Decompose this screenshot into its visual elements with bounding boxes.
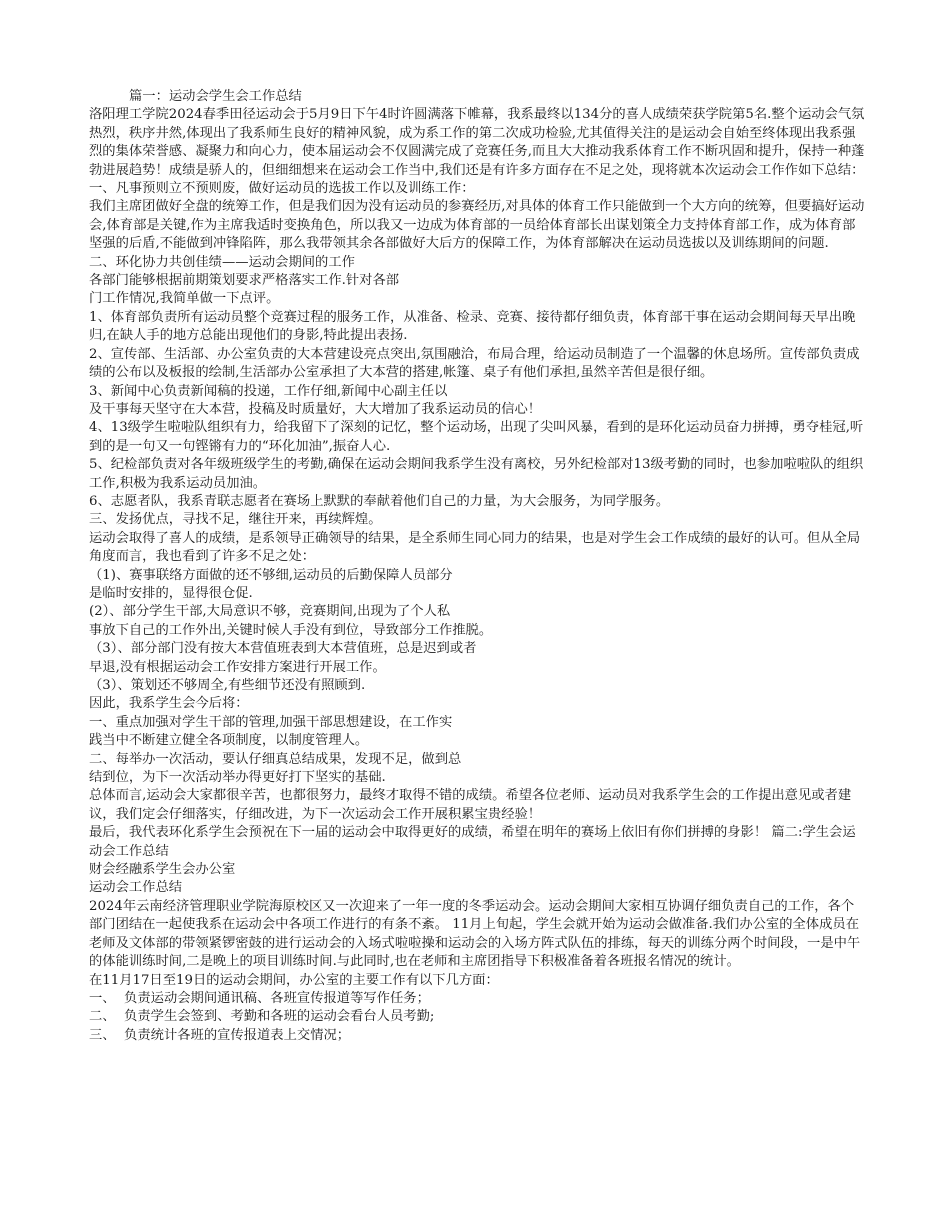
paragraph-line: 事放下自己的工作外出,关键时候人手没有到位，导致部分工作推脱。 bbox=[89, 622, 493, 638]
paragraph-line: 在11月17日至19日的运动会期间，办公室的主要工作有以下几方面： bbox=[89, 972, 499, 988]
paragraph-line: 3、新闻中心负责新闻稿的投递，工作仔细,新闻中心副主任以 bbox=[89, 383, 448, 399]
paragraph-line: (2）、部分学生干部,大局意识不够，竞赛期间,出现为了个人私 bbox=[89, 604, 451, 620]
paragraph-line: 二、环化协力共创佳绩——运动会期间的工作 bbox=[89, 254, 355, 270]
paragraph-line: 4、13级学生啦啦队组织有力，给我留下了深刻的记忆，整个运动场，出现了尖叫风暴，看到的是环化运动员奋力拼搏，勇夺桂冠,听到的是一句又一句铿锵有力的“环化加油”,振奋人心. bbox=[89, 420, 864, 454]
paragraph-line: 二、每举办一次活动，要认仔细真总结成果，发现不足，做到总 bbox=[89, 751, 462, 767]
paragraph-line: 5、纪检部负责对各年级班级学生的考勤,确保在运动会期间我系学生没有离校，另外纪检部对13级考勤的同时，也参加啦啦队的组织工作,积极为我系运动员加油。 bbox=[89, 457, 864, 491]
paragraph-line: 早退,没有根据运动会工作安排方案进行开展工作。 bbox=[89, 659, 386, 675]
paragraph-line: 因此，我系学生会今后将： bbox=[89, 696, 249, 712]
paragraph-line: （3）、策划还不够周全,有些细节还没有照顾到. bbox=[89, 678, 366, 693]
paragraph-line: （1)、赛事联络方面做的还不够细,运动员的后勤保障人员部分 bbox=[89, 567, 453, 583]
paragraph-line: 三、 负责统计各班的宣传报道表上交情况； bbox=[89, 1027, 351, 1043]
paragraph-line: 2024年云南经济管理职业学院海原校区又一次迎来了一年一度的冬季运动会。运动会期间大家相互协调仔细负责自己的工作，各个部门团结在一起使我系在运动会中各项工作进行的有条不紊。 11月上旬起，学生会就开始为运动会做准备.我们办公室的全体成员在老师及文体部的带领紧锣密鼓的进行运动会的入场式啦啦操和运动会的入场方阵式队伍的排练，每天的训练分两个时间段，一是中午的体能训练时间,二是晚上的项目训练时间.与此同时,也在老师和主席团指导下积极准备着各班报名情况的统计。 bbox=[89, 898, 861, 970]
paragraph-line: 运动会取得了喜人的成绩，是系领导正确领导的结果，是全系师生同心同力的结果，也是对学生会工作成绩的最好的认可。但从全局角度而言，我也看到了许多不足之处： bbox=[89, 530, 861, 565]
paragraph-line: 是临时安排的，显得很仓促. bbox=[89, 585, 253, 601]
document-body bbox=[89, 88, 865, 1045]
paragraph-line: 财会经融系学生会办公室 bbox=[89, 862, 236, 878]
paragraph-line: 三、发扬优点，寻找不足，继往开来，再续辉煌。 bbox=[89, 512, 382, 528]
paragraph-line: 6、志愿者队，我系青联志愿者在赛场上默默的奉献着他们自己的力量，为大会服务，为同学服务。 bbox=[89, 493, 670, 509]
paragraph-line: 践当中不断建立健全各项制度，以制度管理人。 bbox=[89, 733, 369, 749]
document-heading: 篇一：运动会学生会工作总结 bbox=[129, 89, 302, 104]
paragraph-line: 最后，我代表环化系学生会预祝在下一届的运动会中取得更好的成绩，希望在明年的赛场上依旧有你们拼搏的身影！ 篇二:学生会运动会工作总结 bbox=[89, 825, 856, 859]
paragraph-line: 各部门能够根据前期策划要求严格落实工作.针对各部 bbox=[89, 273, 400, 289]
paragraph-line: 结到位，为下一次活动举办得更好打下坚实的基础. bbox=[89, 770, 386, 786]
paragraph-line: 一、 负责运动会期间通讯稿、各班宣传报道等写作任务； bbox=[89, 990, 430, 1006]
paragraph-line: 及干事每天坚守在大本营，投稿及时质量好，大大增加了我系运动员的信心！ bbox=[89, 401, 542, 417]
paragraph-line: 一、凡事预则立不预则废，做好运动员的选拔工作以及训练工作： bbox=[89, 181, 475, 197]
paragraph-line: 总体而言,运动会大家都很辛苦，也都很努力，最终才取得不错的成绩。希望各位老师、运动员对我系学生会的工作提出意见或者建议，我们定会仔细落实，仔细改进，为下一次运动会工作开展积累宝贵经验！ bbox=[89, 788, 852, 822]
paragraph-line: （3）、部分部门没有按大本营值班表到大本营值班，总是迟到或者 bbox=[89, 641, 477, 657]
paragraph-line: 洛阳理工学院2024春季田径运动会于5月9日下午4时许圆满落下帷幕，我系最终以134分的喜人成绩荣获学院第5名.整个运动会气氛热烈，秩序井然,体现出了我系师生良好的精神风貌，成为系工作的第二次成功检验,尤其值得关注的是运动会自始至终体现出我系强烈的集体荣誉感、凝聚力和向心力，使本届运动会不仅圆满完成了竞赛任务,而且大大推动我系体育工作不断巩固和提升，保持一种蓬勃进展趋势！成绩是骄人的，但细细想来在运动会工作当中,我们还是有许多方面存在不足之处，现将就本次运动会工作作如下总结： bbox=[89, 107, 865, 178]
paragraph-line: 二、 负责学生会签到、考勤和各班的运动会看台人员考勤; bbox=[89, 1009, 435, 1025]
paragraph-line: 1、体育部负责所有运动员整个竞赛过程的服务工作，从准备、检录、竞赛、接待都仔细负责，体育部干事在运动会期间每天早出晚归,在缺人手的地方总能出现他们的身影,特此提出表扬. bbox=[89, 309, 856, 344]
paragraph-line: 运动会工作总结 bbox=[89, 880, 183, 896]
paragraph-line: 我们主席团做好全盘的统筹工作，但是我们因为没有运动员的参赛经历,对具体的体育工作只能做到一个大方向的统筹，但要搞好运动会,体育部是关键,作为主席我适时变换角色，所以我又一边成为体育部的一员给体育部长出谋划策全力支持体育部工作，成为体育部坚强的后盾,不能做到冲锋陷阵，那么我带领其余各部做好大后方的保障工作，为体育部解决在运动员选拔以及训练期间的问题. bbox=[89, 199, 865, 252]
paragraph-line: 一、重点加强对学生干部的管理,加强干部思想建设，在工作实 bbox=[89, 714, 453, 730]
paragraph-line: 门工作情况,我简单做一下点评。 bbox=[89, 291, 280, 307]
paragraph-line: 2、宣传部、生活部、办公室负责的大本营建设亮点突出,氛围融洽，布局合理，给运动员制造了一个温馨的休息场所。宣传部负责成绩的公布以及板报的绘制,生活部办公室承担了大本营的搭建,帐篷、桌子有他们承担,虽然辛苦但是很仔细。 bbox=[89, 346, 860, 381]
